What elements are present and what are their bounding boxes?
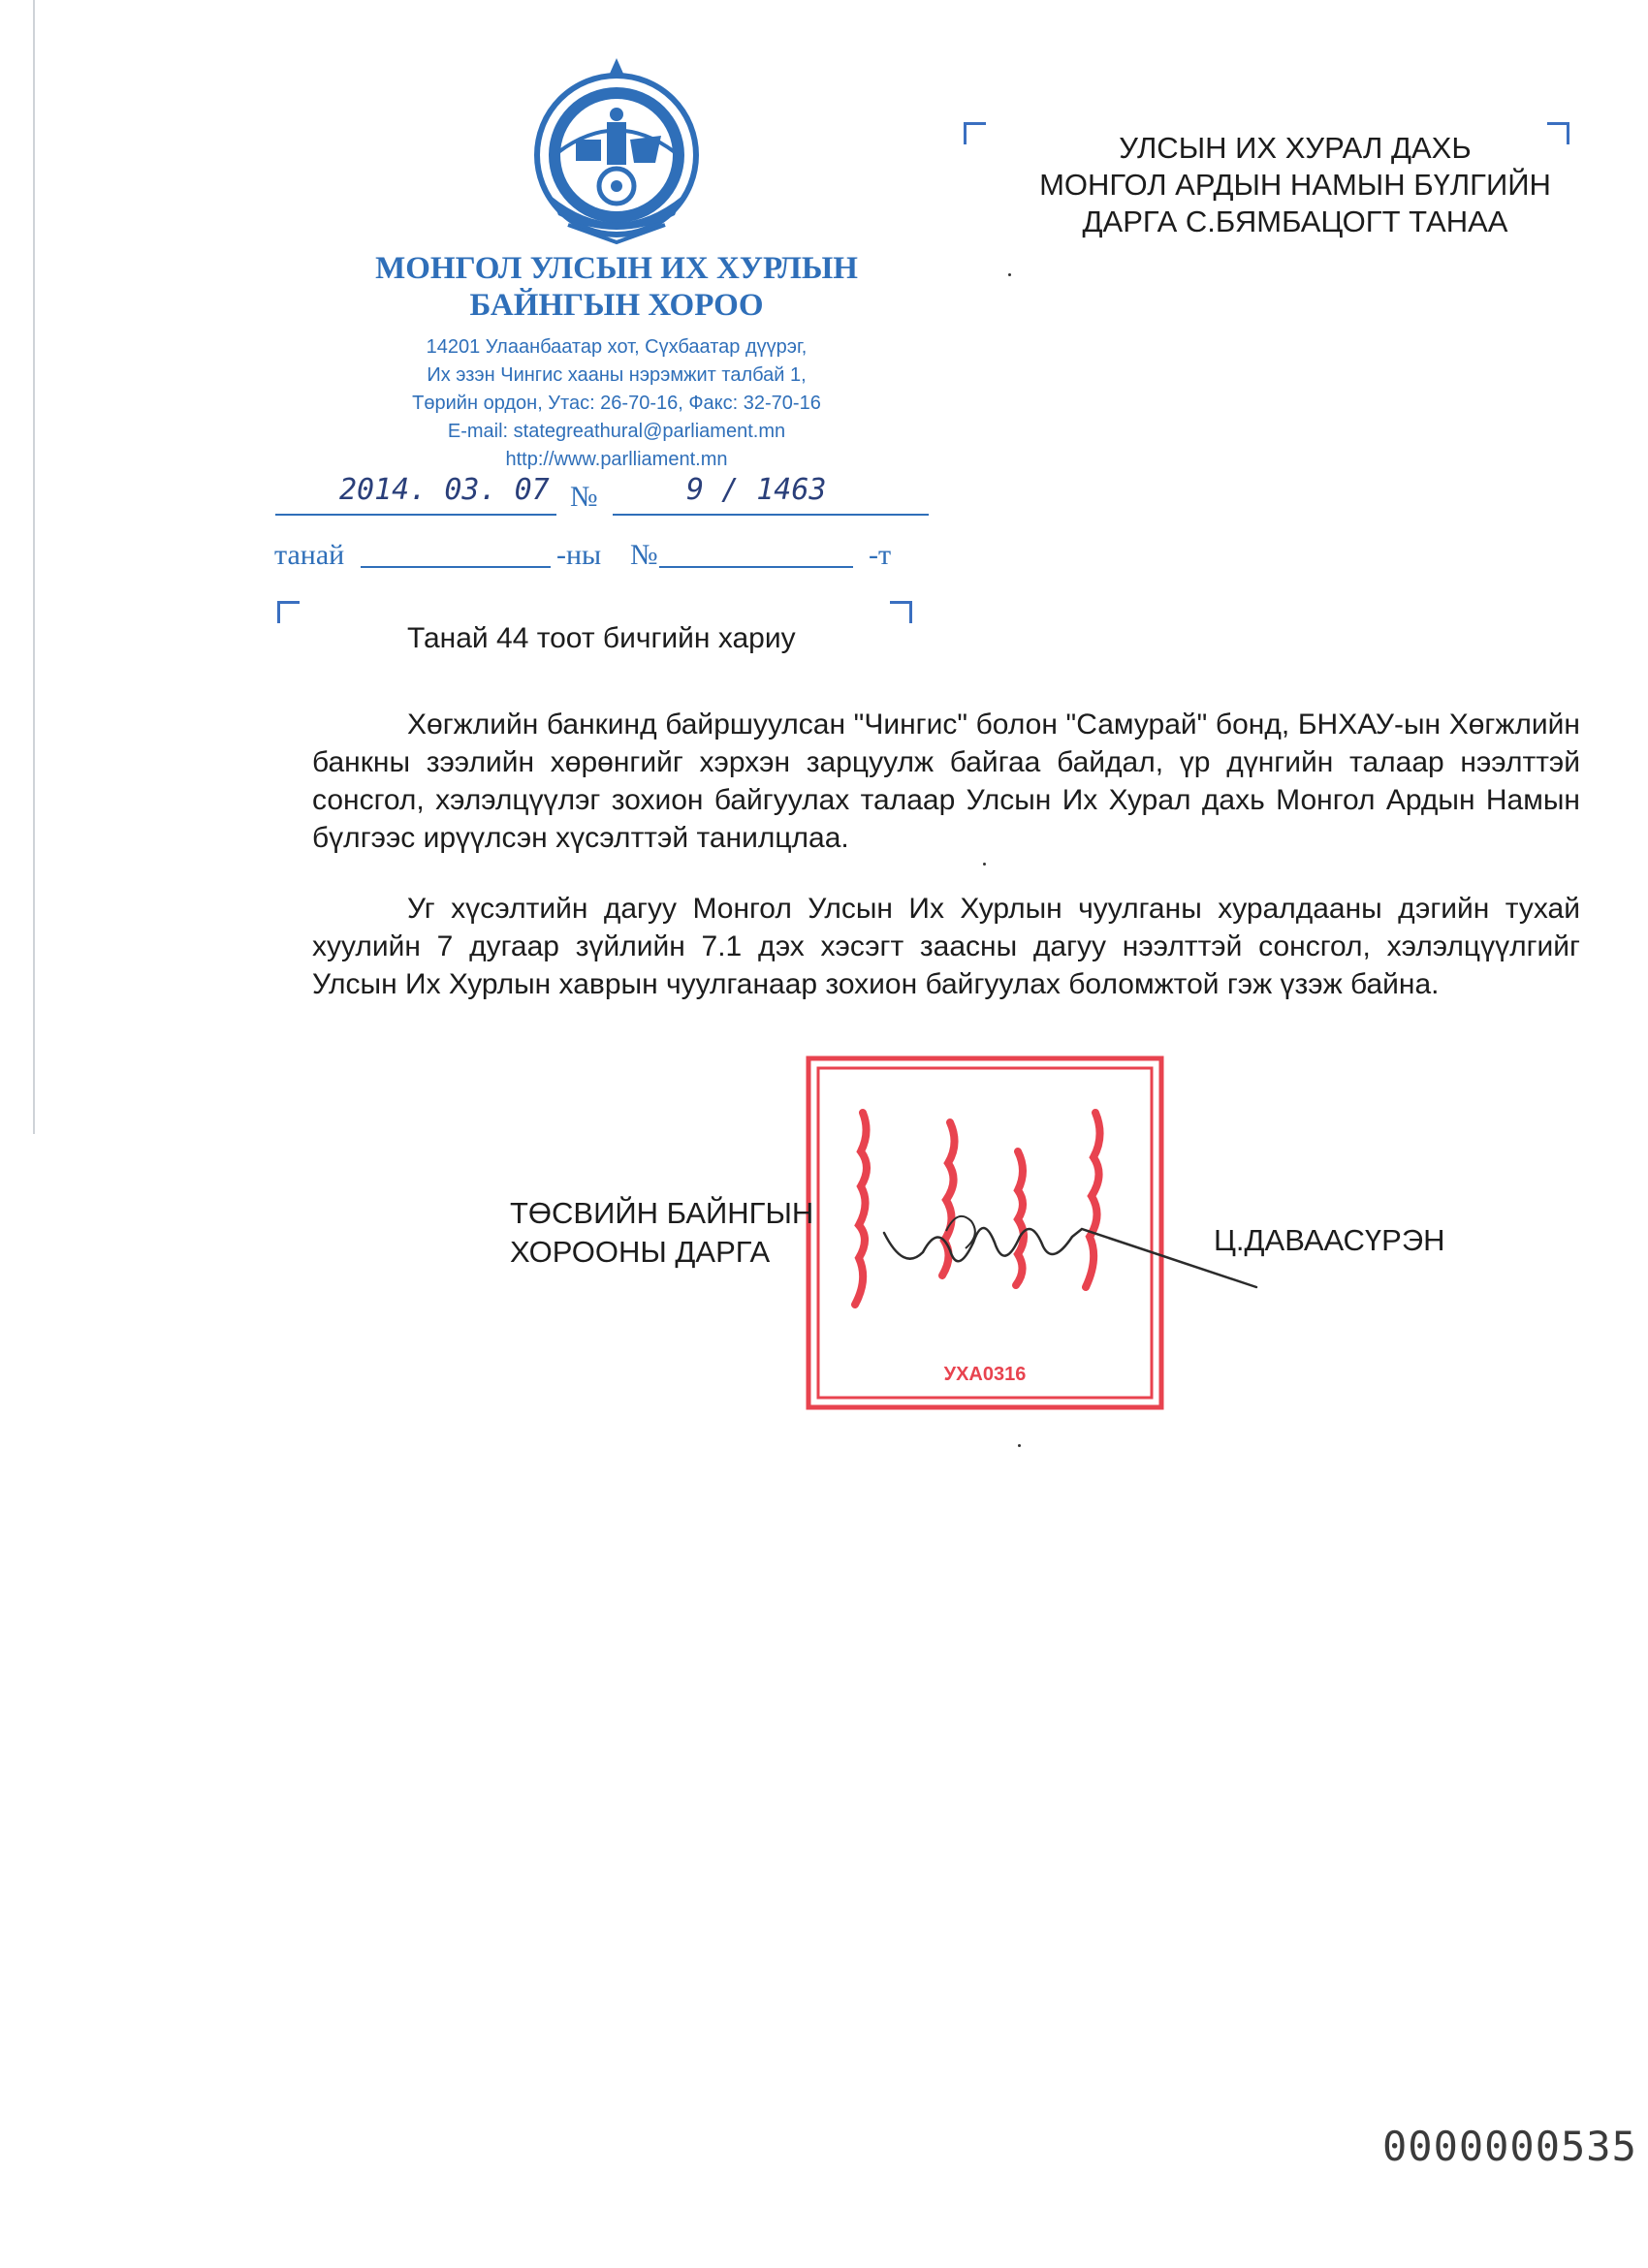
document-serial-number: 0000000535 <box>1382 2123 1637 2170</box>
body-paragraph-2: Уг хүсэлтийн дагуу Монгол Улсын Их Хурлын чуулганы хуралдааны дэгийн тухай хуулийн 7 дугаар зүйлийн 7.1 дэх хэсэгт заасны дагуу нээлттэй сонсгол, хэлэлцүүлгийг Улсын Их Хурлын хаврын чуулганаар зохион байгуулах боломжтой гэж үзэж байна. <box>312 893 1580 1000</box>
yours-number-rule <box>659 566 853 568</box>
signer-title <box>510 1194 813 1272</box>
recipient-line2: МОНГОЛ АРДЫН НАМЫН БҮЛГИЙН <box>1039 168 1551 202</box>
organization-name <box>326 250 907 324</box>
signer-name: Ц.ДАВААСҮРЭН <box>1214 1223 1445 1257</box>
body-paragraph-1: Хөгжлийн банкинд байршуулсан "Чингис" болон "Самурай" бонд, БНХАУ-ын Хөгжлийн банкны зээлийн хөрөнгийг хэрхэн зарцуулж байгаа байдал, үр дүнгийн талаар нээлттэй сонсгол, хэлэлцүүлэг зохион байгуулах талаар Улсын Их Хурал дахь Монгол Ардын Намын бүлгээс ирүүлсэн хүсэлттэй танилцлаа. <box>312 709 1580 854</box>
number-sign: № <box>570 481 598 513</box>
address-line1: 14201 Улаанбаатар хот, Сүхбаатар дүүрэг, <box>426 336 808 358</box>
recipient-corner-left <box>964 122 986 144</box>
handwritten-signature <box>878 1194 1266 1301</box>
scan-speck <box>983 863 986 866</box>
org-name-line2: БАЙНГЫН ХОРОО <box>469 288 764 323</box>
yours-date-rule <box>361 566 551 568</box>
yours-label: танай <box>274 539 345 571</box>
recipient-line1: УЛСЫН ИХ ХУРАЛ ДАХЬ <box>1119 131 1472 165</box>
scan-margin <box>0 0 35 2268</box>
t-label: -т <box>869 539 892 571</box>
scan-speck <box>1008 273 1011 276</box>
address-line2: Их эзэн Чингис хааны нэрэмжит талбай 1, <box>427 364 807 386</box>
org-name-line1: МОНГОЛ УЛСЫН ИХ ХУРЛЫН <box>375 251 858 286</box>
recipient-line3: ДАРГА С.БЯМБАЦОГТ ТАНАА <box>1082 205 1508 238</box>
state-emblem-icon <box>529 50 704 244</box>
address-line3: Төрийн ордон, Утас: 26-70-16, Факс: 32-70-16 <box>412 393 821 414</box>
subject-line: Танай 44 тоот бичгийн хариу <box>407 622 796 654</box>
website: http://www.parlliament.mn <box>505 449 728 470</box>
ny-label: -ны <box>556 539 602 571</box>
signer-title-line2: ХОРООНЫ ДАРГА <box>510 1235 771 1269</box>
organization-address <box>326 333 907 474</box>
recipient-address <box>1004 130 1586 240</box>
reference-date: 2014. 03. 07 <box>339 473 550 507</box>
number-rule <box>613 514 929 516</box>
scan-speck <box>1018 1444 1021 1447</box>
subject-corner-left <box>277 601 300 623</box>
email: E-mail: stategreathural@parliament.mn <box>447 421 786 442</box>
reference-number: 9 / 1463 <box>686 473 827 507</box>
seal-code: УХА0316 <box>943 1364 1027 1385</box>
date-rule <box>275 514 556 516</box>
number-sign-2: № <box>630 539 658 571</box>
subject-corner-right <box>890 601 912 623</box>
signer-title-line1: ТӨСВИЙН БАЙНГЫН <box>510 1196 814 1230</box>
letter-page <box>35 0 1648 2268</box>
